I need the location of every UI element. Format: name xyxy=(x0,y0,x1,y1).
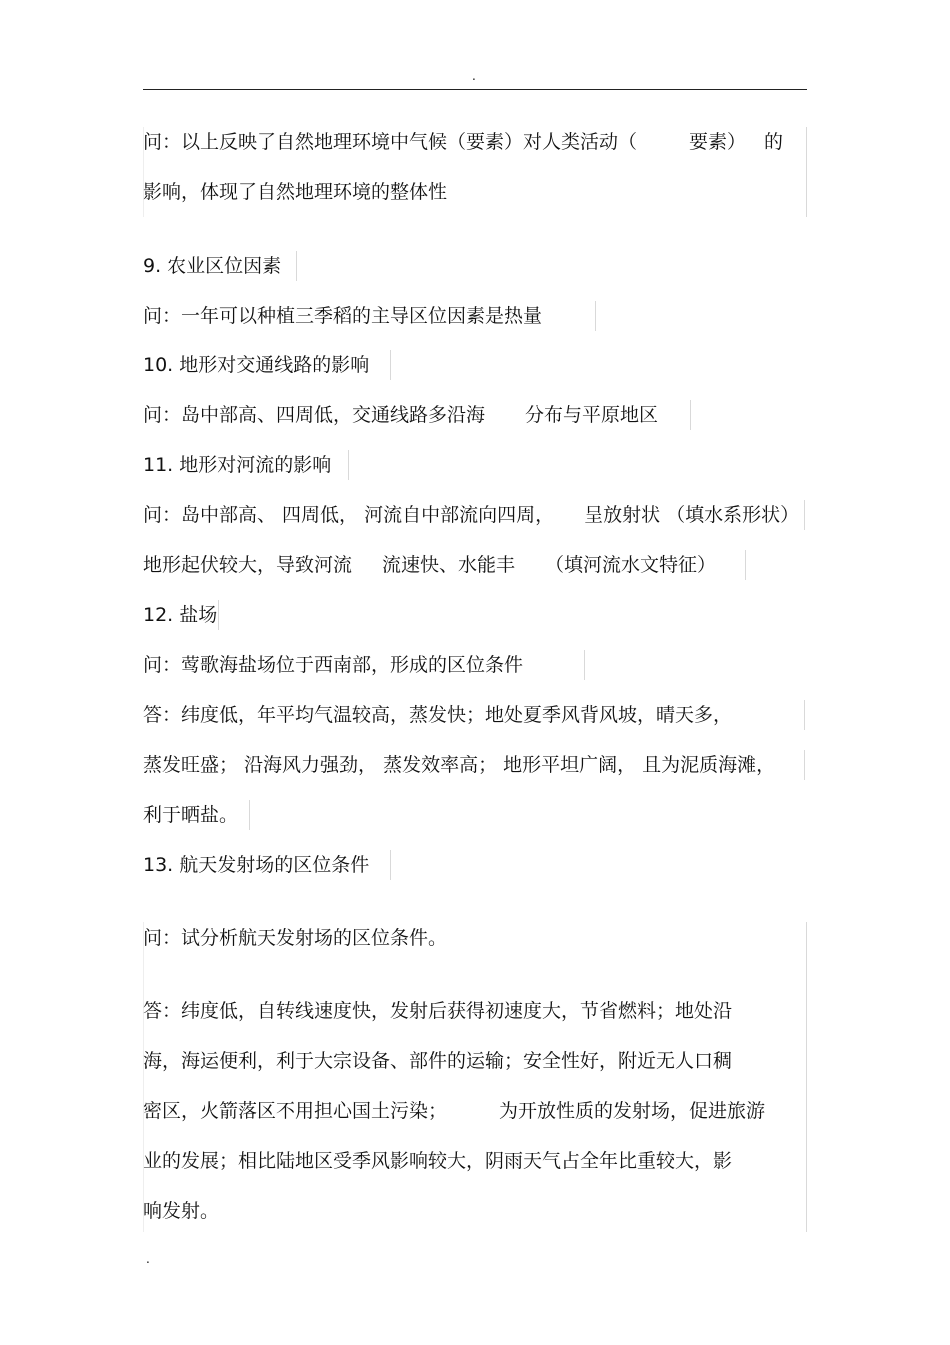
section-11-question-1-b: 呈放射状 （填水系形状） xyxy=(584,504,800,526)
section-11-question-1 xyxy=(143,500,805,530)
section-12-answer-1: 答：纬度低，年平均气温较高，蒸发快；地处夏季风背风坡，晴天多， xyxy=(143,700,805,730)
section-10-question xyxy=(143,400,691,430)
section-9-question: 问：一年可以种植三季稻的主导区位因素是热量 xyxy=(143,301,596,331)
section-10-question-b: 分布与平原地区 xyxy=(525,404,659,426)
section-11-question-2-a: 地形起伏较大，导致河流 xyxy=(143,554,353,576)
section-11-question-1-a: 问：岛中部高、 四周低， 河流自中部流向四周， xyxy=(143,504,555,526)
p1-line-1 xyxy=(143,127,807,157)
section-12-answer-3: 利于晒盐。 xyxy=(143,800,250,830)
section-13-question: 问：试分析航天发射场的区位条件。 xyxy=(143,927,448,949)
section-12-answer-2: 蒸发旺盛； 沿海风力强劲， 蒸发效率高； 地形平坦广阔， 且为泥质海滩， xyxy=(143,750,805,780)
section-9-title: 9. 农业区位因素 xyxy=(143,251,297,281)
section-13-answer-1: 答：纬度低，自转线速度快，发射后获得初速度大，节省燃料；地处沿 xyxy=(143,1000,733,1022)
section-13-answer-2: 海，海运便利，利于大宗设备、部件的运输；安全性好，附近无人口稠 xyxy=(143,1050,733,1072)
section-13-answer-5: 响发射。 xyxy=(143,1200,220,1222)
p1-line-1-a: 问：以上反映了自然地理环境中气候（要素）对人类活动（ xyxy=(143,131,638,153)
section-11-question-2-b: 流速快、水能丰 xyxy=(382,554,516,576)
section-11-title: 11. 地形对河流的影响 xyxy=(143,450,349,480)
section-13-answer-4: 业的发展；相比陆地区受季风影响较大，阴雨天气占全年比重较大，影 xyxy=(143,1150,733,1172)
p1-line-1-b: 要素） xyxy=(689,131,747,153)
section-11-question-2 xyxy=(143,550,746,580)
section-12-question: 问：莺歌海盐场位于西南部，形成的区位条件 xyxy=(143,650,585,680)
p1-line-1-c: 的 xyxy=(764,131,784,153)
section-10-question-a: 问：岛中部高、四周低，交通线路多沿海 xyxy=(143,404,486,426)
section-10-title: 10. 地形对交通线路的影响 xyxy=(143,350,391,380)
footer-dot: . xyxy=(146,1252,150,1266)
header-rule xyxy=(143,89,807,90)
section-13-answer-3 xyxy=(143,1096,765,1126)
section-13-title: 13. 航天发射场的区位条件 xyxy=(143,850,391,880)
section-13-answer-3-b: 为开放性质的发射场，促进旅游 xyxy=(499,1100,766,1122)
section-13-answer-3-a: 密区，火箭落区不用担心国土污染； xyxy=(143,1100,448,1122)
section-11-question-2-c: （填河流水文特征） xyxy=(545,554,717,576)
section-13-box xyxy=(143,922,807,1232)
p1-line-2: 影响，体现了自然地理环境的整体性 xyxy=(143,181,448,203)
header-dot: . xyxy=(472,69,476,83)
section-12-title: 12. 盐场 xyxy=(143,600,219,630)
